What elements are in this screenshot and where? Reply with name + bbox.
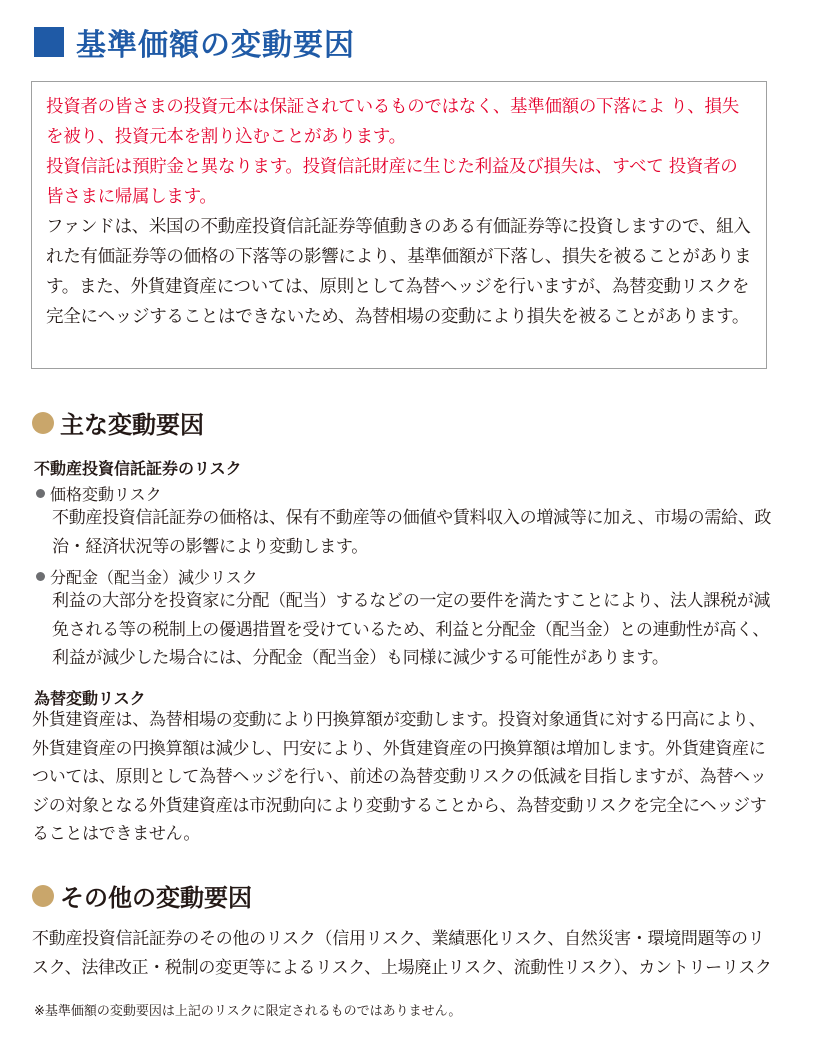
- other-factors-title: その他の変動要因: [60, 884, 252, 912]
- notice-fund-description: ファンドは、米国の不動産投資信託証券等値動きのある有価証券等に投資しますので、組入れた有価証券等の価格の下落等の影響により、基準価額が下落し、損失を被ることがあります。また、外貨建資産については、原則として為替ヘッジを行いますが、為替変動リスクを完全にヘッジすることはできないため、為替相場の変動により損失を被ることがあります。: [46, 217, 752, 327]
- fx-risk-text: 外貨建資産は、為替相場の変動により円換算額が変動します。投資対象通貨に対する円高により、外貨建資産の円換算額は減少し、円安により、外貨建資産の円換算額は増加します。外貨建資産については、原則として為替ヘッジを行い、前述の為替変動リスクの低減を目指しますが、為替ヘッジの対象となる外貨建資産は市況動向により変動することから、為替変動リスクを完全にヘッジすることはできません。: [32, 710, 767, 844]
- notice-principal-warning: 投資者の皆さまの投資元本は保証されているものではなく、基準価額の下落によ り、損失を被り、投資元本を割り込むことがあります。: [46, 97, 739, 147]
- dividend-risk-bullet: [36, 565, 258, 588]
- dividend-risk-text: 利益の大部分を投資家に分配（配当）するなどの一定の要件を満たすことにより、法人課税が減免される等の税制上の優遇措置を受けているため、利益と分配金（配当金）との連動性が高く、利益が減少した場合には、分配金（配当金）も同様に減少する可能性があります。: [52, 591, 771, 668]
- page-title-text: 基準価額の変動要因: [76, 28, 355, 63]
- gold-circle-icon: [32, 412, 54, 434]
- notice-deposit-warning: 投資信託は預貯金と異なります。投資信託財産に生じた利益及び損失は、すべて 投資者の皆さまに帰属します。: [46, 157, 738, 207]
- notice-box: [31, 81, 767, 369]
- bullet-dot-icon: [36, 572, 45, 581]
- price-risk-text: 不動産投資信託証券の価格は、保有不動産等の価値や賃料収入の増減等に加え、市場の需給、政治・経済状況等の影響により変動します。: [52, 508, 772, 557]
- other-factors-text: 不動産投資信託証券のその他のリスク（信用リスク、業績悪化リスク、自然災害・環境問題等のリスク、法律改正・税制の変更等によるリスク、上場廃止リスク、流動性リスク）、カントリーリスク: [32, 929, 772, 978]
- reit-risk-heading: 不動産投資信託証券のリスク: [34, 459, 242, 478]
- bullet-dot-icon: [36, 489, 45, 498]
- main-factors-heading: [32, 405, 204, 440]
- title-square-icon: [34, 27, 64, 57]
- dividend-risk-label: 分配金（配当金）減少リスク: [50, 568, 258, 587]
- price-risk-bullet: [36, 482, 162, 505]
- price-risk-label: 価格変動リスク: [50, 485, 162, 504]
- other-factors-heading: [32, 878, 252, 913]
- gold-circle-icon: [32, 885, 54, 907]
- main-factors-title: 主な変動要因: [60, 411, 204, 439]
- page-title: [34, 20, 355, 64]
- fx-risk-heading: 為替変動リスク: [34, 689, 146, 708]
- footnote: ※基準価額の変動要因は上記のリスクに限定されるものではありません。: [34, 1004, 462, 1019]
